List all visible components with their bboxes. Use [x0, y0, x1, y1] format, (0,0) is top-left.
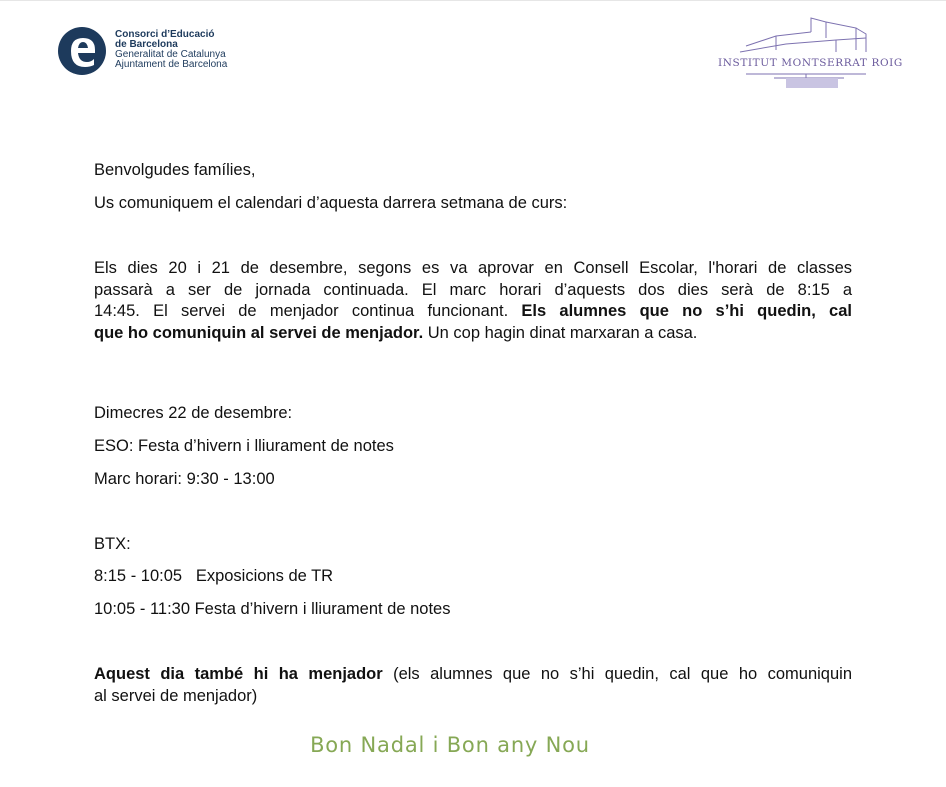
paragraph-line-3-bold: Els alumnes que no s’hi quedin, cal: [521, 302, 852, 320]
btx-item-1: 8:15 - 10:05 Exposicions de TR: [94, 567, 334, 585]
paragraph-schedule-dec-20-21: [94, 258, 852, 344]
paragraph-line-4: [94, 323, 852, 345]
paragraph-line-3: [94, 301, 852, 323]
lunch-note-line-1: [94, 664, 852, 686]
consorci-e-logo-icon: [58, 26, 108, 76]
paragraph-line-1: Els dies 20 i 21 de desembre, segons es va aprovar en Consell Escolar, l'horari de classes: [94, 259, 852, 277]
logo-line-4: Ajuntament de Barcelona: [115, 59, 228, 70]
institut-logo: [716, 16, 903, 92]
btx-item-2: 10:05 - 11:30 Festa d’hivern i lliurament de notes: [94, 600, 451, 618]
logo-line-1: Consorci d’Educació: [115, 29, 215, 40]
paragraph-line-3-text: 14:45. El servei de menjador continua funcionant.: [94, 302, 522, 320]
paragraph-line-4-text: Un cop hagin dinat marxaran a casa.: [423, 323, 698, 342]
consorci-logo: [58, 26, 258, 78]
lunch-note-line-2: al servei de menjador): [94, 686, 258, 705]
lunch-note-text-1: (els alumnes que no s’hi quedin, cal que ho comuniquin: [382, 665, 852, 683]
consorci-logo-text: [115, 30, 227, 70]
eso-schedule: Marc horari: 9:30 - 13:00: [94, 470, 275, 488]
btx-title: BTX:: [94, 535, 131, 553]
eso-line: ESO: Festa d’hivern i lliurament de notes: [94, 437, 394, 455]
day-title: Dimecres 22 de desembre:: [94, 404, 293, 422]
paragraph-line-4-bold: que ho comuniquin al servei de menjador.: [94, 323, 424, 342]
logo-line-2: de Barcelona: [115, 39, 178, 50]
closing-greeting: Bon Nadal i Bon any Nou: [310, 733, 590, 757]
institut-building-sketch-icon: [716, 16, 898, 92]
logo-line-3: Generalitat de Catalunya: [115, 49, 226, 60]
intro-line: Us comuniquem el calendari d’aquesta darrera setmana de curs:: [94, 194, 568, 212]
greeting: Benvolgudes famílies,: [94, 161, 256, 179]
lunch-note-bold: Aquest dia també hi ha menjador: [94, 665, 383, 683]
paragraph-line-2: passarà a ser de jornada continuada. El marc horari d’aquests dos dies serà de 8:15 a: [94, 280, 852, 299]
top-border: [0, 0, 946, 1]
institut-name: INSTITUT MONTSERRAT ROIG: [718, 57, 903, 69]
lunch-note: [94, 664, 852, 707]
